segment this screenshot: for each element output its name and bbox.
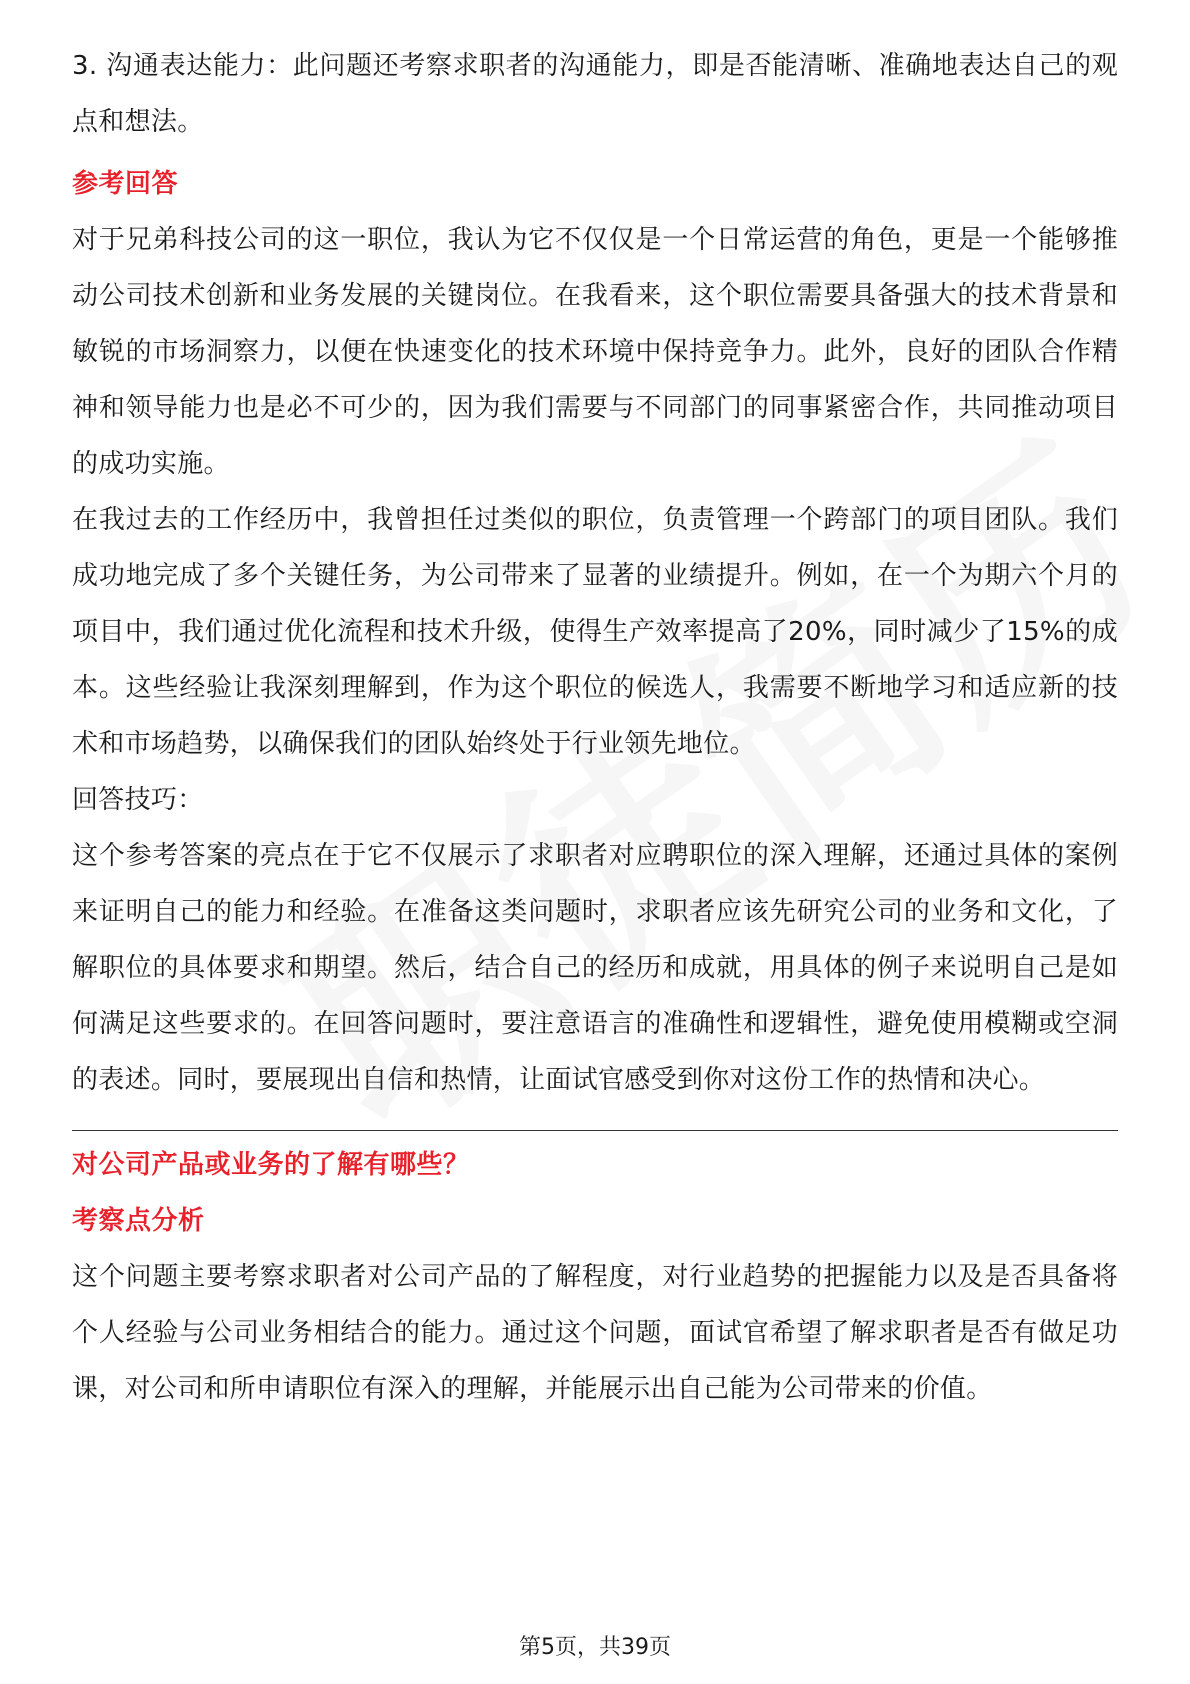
answer-tips-label: 回答技巧： — [72, 785, 204, 815]
analysis-heading: 考察点分析 — [72, 1206, 205, 1236]
reference-answer-paragraph-1: 对于兄弟科技公司的这一职位，我认为它不仅仅是一个日常运营的角色，更是一个能够推动公司技术创新和业务发展的关键岗位。在我看来，这个职位需要具备强大的技术背景和敏锐的市场洞察力，以便在快速变化的技术环境中保持竞争力。此外，良好的团队合作精神和领导能力也是必不可少的，因为我们需要与不同部门的同事紧密合作，共同推动项目的成功实施。 — [72, 225, 1118, 479]
page-number: 第5页，共39页 — [519, 1635, 671, 1660]
section-divider — [72, 1130, 1118, 1131]
question-title: 对公司产品或业务的了解有哪些？ — [72, 1150, 470, 1180]
reference-answer-paragraph-2: 在我过去的工作经历中，我曾担任过类似的职位，负责管理一个跨部门的项目团队。我们成功地完成了多个关键任务，为公司带来了显著的业绩提升。例如，在一个为期六个月的项目中，我们通过优化流程和技术升级，使得生产效率提高了20%，同时减少了15%的成本。这些经验让我深刻理解到，作为这个职位的候选人，我需要不断地学习和适应新的技术和市场趋势，以确保我们的团队始终处于行业领先地位。 — [72, 505, 1118, 759]
document-page — [72, 0, 1118, 1417]
analysis-text: 这个问题主要考察求职者对公司产品的了解程度，对行业趋势的把握能力以及是否具备将个人经验与公司业务相结合的能力。通过这个问题，面试官希望了解求职者是否有做足功课，对公司和所申请职位有深入的理解，并能展示出自己能为公司带来的价值。 — [72, 1262, 1118, 1404]
answer-tips-text: 这个参考答案的亮点在于它不仅展示了求职者对应聘职位的深入理解，还通过具体的案例来证明自己的能力和经验。在准备这类问题时，求职者应该先研究公司的业务和文化，了解职位的具体要求和期望。然后，结合自己的经历和成就，用具体的例子来说明自己是如何满足这些要求的。在回答问题时，要注意语言的准确性和逻辑性，避免使用模糊或空洞的表述。同时，要展现出自信和热情，让面试官感受到你对这份工作的热情和决心。 — [72, 841, 1118, 1095]
point-3-communication: 3. 沟通表达能力：此问题还考察求职者的沟通能力，即是否能清晰、准确地表达自己的观点和想法。 — [72, 51, 1118, 137]
reference-answer-heading: 参考回答 — [72, 169, 179, 199]
